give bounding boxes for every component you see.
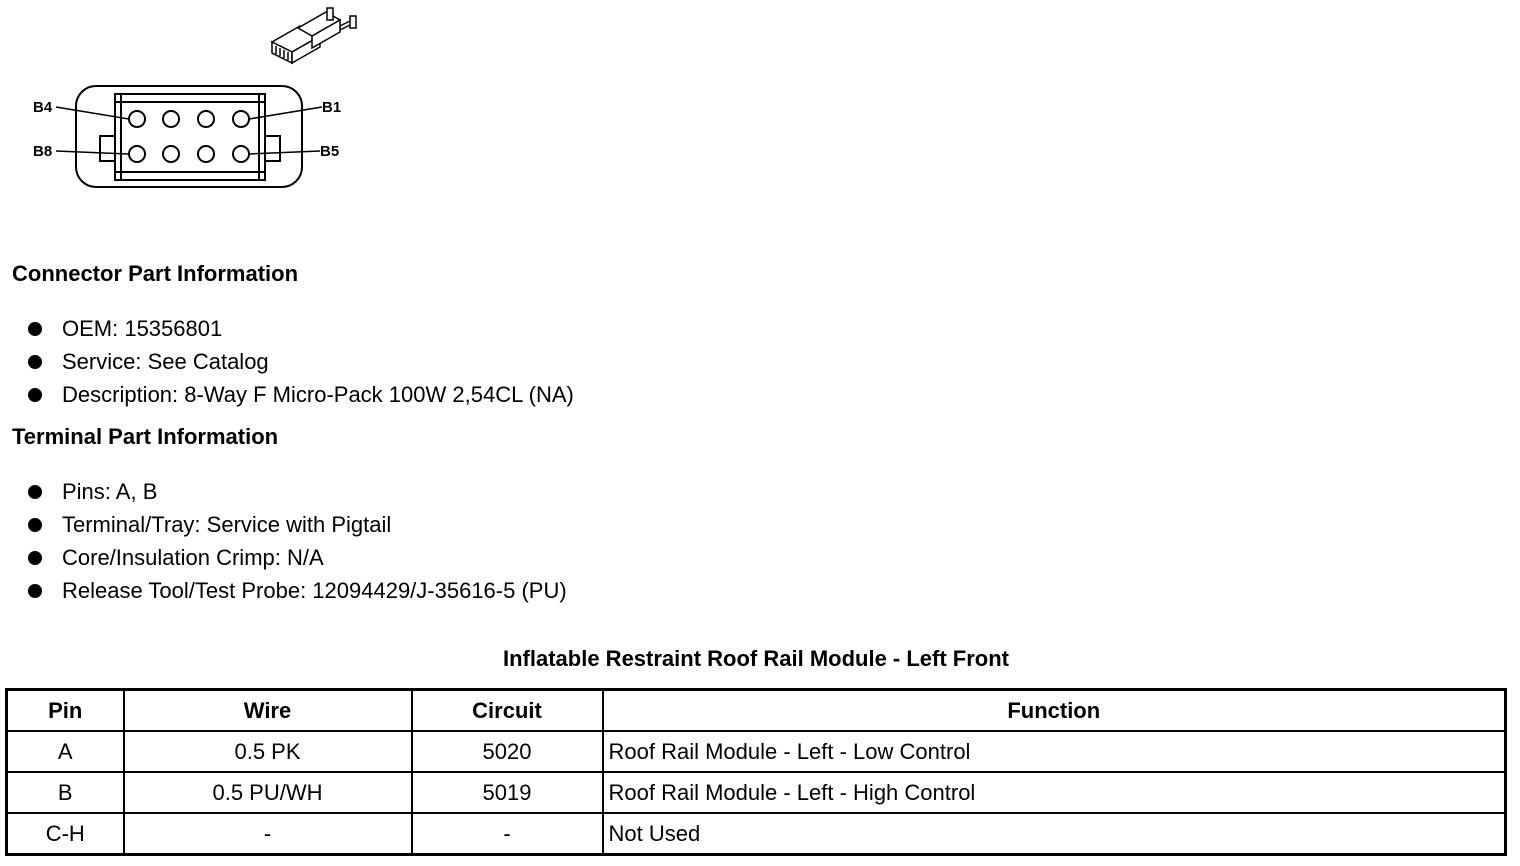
header-pin: Pin bbox=[7, 690, 124, 732]
cell-pin: B bbox=[7, 772, 124, 813]
bullet-icon bbox=[28, 388, 42, 402]
terminal-part-list bbox=[28, 480, 567, 612]
bullet-icon bbox=[28, 355, 42, 369]
table-title: Inflatable Restraint Roof Rail Module - Left Front bbox=[503, 646, 1009, 671]
pin-label-b5: B5 bbox=[320, 143, 340, 160]
cell-circuit: 5019 bbox=[412, 772, 603, 813]
pin-label-b4: B4 bbox=[33, 99, 53, 116]
cell-wire: 0.5 PU/WH bbox=[124, 772, 412, 813]
pin-label-b1: B1 bbox=[322, 99, 342, 116]
connector-item-service: Service: See Catalog bbox=[62, 349, 269, 374]
list-item bbox=[28, 480, 567, 513]
terminal-item-pins: Pins: A, B bbox=[62, 479, 158, 504]
cell-function: Roof Rail Module - Left - Low Control bbox=[603, 731, 1506, 772]
header-wire: Wire bbox=[124, 690, 412, 732]
pin-function-table bbox=[5, 688, 1507, 856]
connector-part-list bbox=[28, 317, 574, 416]
pin-label-b8: B8 bbox=[33, 143, 53, 160]
table-header-row bbox=[7, 690, 1506, 732]
list-item bbox=[28, 350, 574, 383]
cell-wire: 0.5 PK bbox=[124, 731, 412, 772]
connector-item-oem: OEM: 15356801 bbox=[62, 316, 223, 341]
cell-circuit: 5020 bbox=[412, 731, 603, 772]
connector-housing bbox=[76, 86, 302, 187]
pin-leader-lines bbox=[56, 107, 322, 154]
list-item bbox=[28, 317, 574, 350]
list-item bbox=[28, 546, 567, 579]
bullet-icon bbox=[28, 322, 42, 336]
table-row bbox=[7, 731, 1506, 772]
bullet-icon bbox=[28, 584, 42, 598]
connector-part-heading: Connector Part Information bbox=[12, 261, 299, 286]
cell-function: Roof Rail Module - Left - High Control bbox=[603, 772, 1506, 813]
table-row bbox=[7, 813, 1506, 855]
list-item bbox=[28, 579, 567, 612]
bullet-icon bbox=[28, 518, 42, 532]
terminal-item-release-tool: Release Tool/Test Probe: 12094429/J-35616-5 (PU) bbox=[62, 578, 567, 603]
bullet-icon bbox=[28, 551, 42, 565]
connector-item-description: Description: 8-Way F Micro-Pack 100W 2,54CL (NA) bbox=[62, 382, 574, 407]
terminal-part-heading: Terminal Part Information bbox=[12, 424, 279, 449]
header-function: Function bbox=[603, 690, 1506, 732]
list-item bbox=[28, 383, 574, 416]
connector-plug-icon bbox=[272, 8, 356, 63]
pin-cavities bbox=[129, 111, 249, 162]
connector-diagram bbox=[0, 0, 380, 200]
terminal-item-crimp: Core/Insulation Crimp: N/A bbox=[62, 545, 324, 570]
cell-pin: A bbox=[7, 731, 124, 772]
terminal-item-tray: Terminal/Tray: Service with Pigtail bbox=[62, 512, 392, 537]
cell-pin: C-H bbox=[7, 813, 124, 855]
cell-function: Not Used bbox=[603, 813, 1506, 855]
cell-wire: - bbox=[124, 813, 412, 855]
header-circuit: Circuit bbox=[412, 690, 603, 732]
bullet-icon bbox=[28, 485, 42, 499]
table-row bbox=[7, 772, 1506, 813]
cell-circuit: - bbox=[412, 813, 603, 855]
list-item bbox=[28, 513, 567, 546]
